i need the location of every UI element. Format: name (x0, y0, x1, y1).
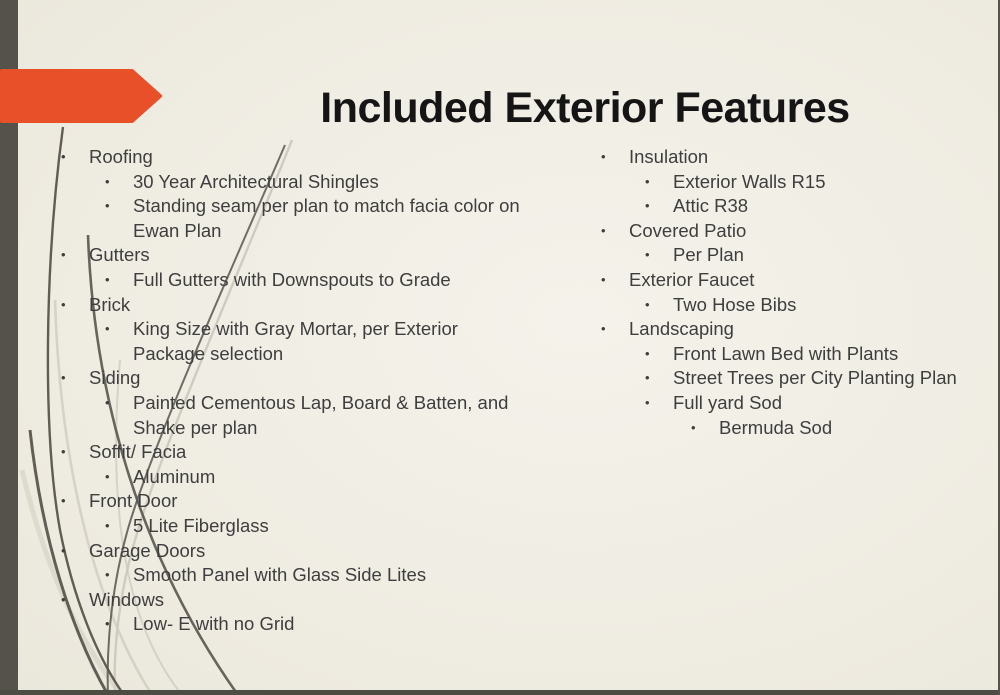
list-item-text: Front Door (89, 490, 178, 512)
bullet-icon: • (61, 149, 66, 164)
list-item (590, 243, 1000, 268)
bullet-icon: • (645, 394, 650, 410)
list-item (50, 194, 532, 243)
list-item-text: Two Hose Bibs (673, 293, 797, 315)
arrow-shape (2, 71, 160, 121)
bullet-icon: • (645, 370, 650, 386)
list-item-text: Full yard Sod (673, 391, 782, 413)
list-item-text: Full Gutters with Downspouts to Grade (133, 268, 451, 290)
bullet-icon: • (61, 493, 66, 509)
bullet-icon: • (601, 321, 606, 337)
list-item (590, 391, 1000, 416)
slide-title: Included Exterior Features (320, 84, 850, 132)
list-item-text: Garage Doors (89, 539, 206, 561)
bullet-icon: • (105, 394, 110, 410)
list-item-text: Gutters (89, 244, 150, 266)
list-item (50, 539, 532, 564)
bullet-icon: • (61, 370, 66, 386)
list-item (590, 366, 1000, 391)
list-item-text: Siding (89, 367, 141, 389)
list-item (590, 219, 1000, 244)
bullet-icon: • (645, 198, 650, 214)
bullet-icon: • (105, 616, 110, 632)
list-item (590, 342, 1000, 367)
list-item (590, 170, 1000, 195)
bullet-icon: • (601, 271, 606, 287)
list-item (50, 563, 532, 588)
list-item (50, 391, 532, 440)
list-item (50, 588, 532, 613)
list-item-text: 5 Lite Fiberglass (133, 514, 269, 536)
list-item-text: Painted Cementous Lap, Board & Batten, and Shake per plan (133, 391, 509, 438)
list-item-text: Brick (89, 293, 131, 315)
list-item-text: Landscaping (629, 318, 734, 340)
bullet-icon: • (105, 321, 110, 337)
list-item-text: Exterior Faucet (629, 268, 755, 290)
list-item (50, 293, 532, 318)
list-item (590, 194, 1000, 219)
list-item (50, 317, 532, 366)
list-item (50, 170, 532, 195)
bullet-icon: • (105, 567, 110, 583)
bullet-icon: • (601, 149, 606, 164)
bullet-icon: • (105, 271, 110, 287)
list-item (590, 293, 1000, 318)
list-item-text: Roofing (89, 146, 153, 167)
bullet-icon: • (105, 198, 110, 214)
bullet-icon: • (105, 468, 110, 484)
orange-arrow-decoration (0, 69, 164, 123)
list-item (590, 317, 1000, 342)
left-column (50, 145, 532, 637)
list-item-text: Standing seam per plan to match facia color on Ewan Plan (133, 195, 520, 241)
list-item (590, 268, 1000, 293)
list-item-text: Front Lawn Bed with Plants (673, 342, 899, 364)
bullet-icon: • (691, 419, 696, 435)
bullet-icon: • (61, 296, 66, 312)
bullet-icon: • (645, 173, 650, 189)
list-item (50, 366, 532, 391)
list-item-text: Low- E with no Grid (133, 613, 295, 635)
list-item (50, 243, 532, 268)
bullet-icon: • (645, 247, 650, 263)
list-item-text: Bermuda Sod (719, 416, 833, 438)
list-item-text: Per Plan (673, 244, 744, 266)
right-column (590, 145, 1000, 440)
list-item-text: King Size with Gray Mortar, per Exterior Package selection (133, 318, 458, 364)
list-item (50, 465, 532, 490)
list-item-text: Smooth Panel with Glass Side Lites (133, 564, 427, 586)
bullet-icon: • (61, 542, 66, 558)
list-item (50, 268, 532, 293)
bottom-edge-bar (0, 690, 1000, 695)
list-item-text: Attic R38 (673, 195, 749, 217)
list-item-text: Aluminum (133, 465, 216, 487)
list-item (50, 440, 532, 465)
list-item-text: Insulation (629, 146, 709, 167)
bullet-icon: • (105, 517, 110, 533)
list-item (590, 145, 1000, 170)
list-item (590, 416, 1000, 441)
list-item-text: Covered Patio (629, 219, 747, 241)
list-item (50, 514, 532, 539)
bullet-icon: • (61, 591, 66, 607)
list-item-text: Exterior Walls R15 (673, 170, 826, 192)
list-item-text: Soffit/ Facia (89, 441, 187, 463)
list-item (50, 489, 532, 514)
bullet-icon: • (105, 173, 110, 189)
list-item (50, 145, 532, 170)
list-item-text: 30 Year Architectural Shingles (133, 170, 379, 192)
bullet-icon: • (61, 444, 66, 460)
bullet-icon: • (61, 247, 66, 263)
list-item (50, 612, 532, 637)
bullet-icon: • (645, 345, 650, 361)
list-item-text: Street Trees per City Planting Plan (673, 367, 957, 389)
list-item-text: Windows (89, 588, 165, 610)
bullet-icon: • (645, 296, 650, 312)
bullet-icon: • (601, 222, 606, 238)
